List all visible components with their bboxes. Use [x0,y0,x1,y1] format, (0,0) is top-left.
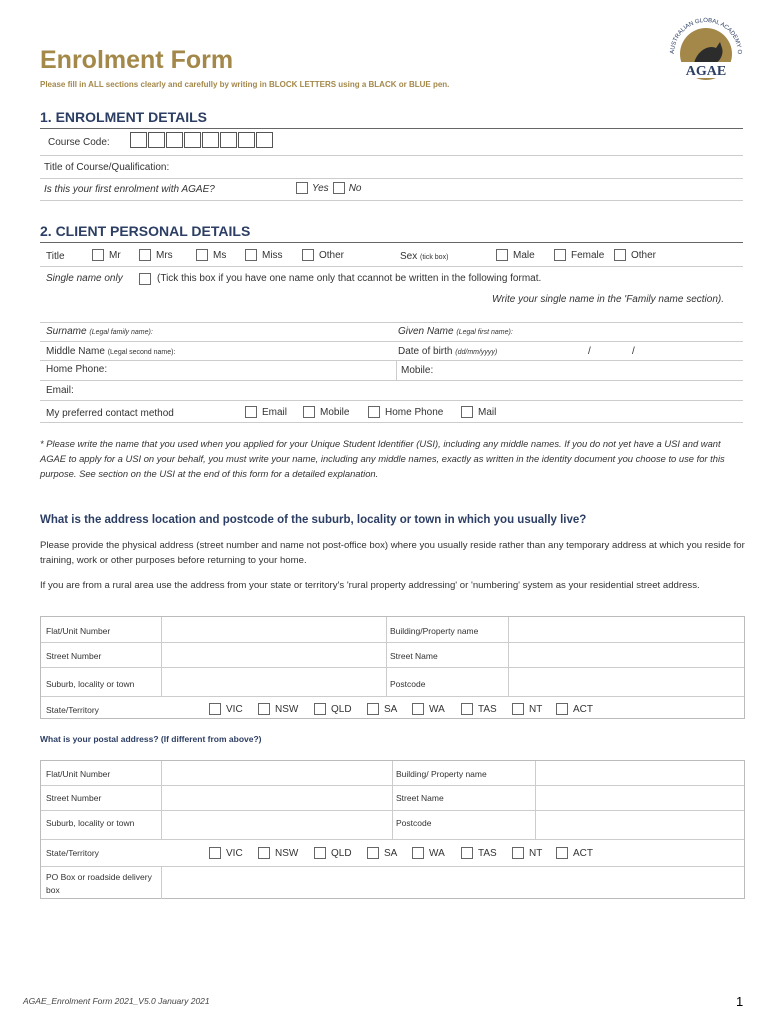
course-code-box[interactable] [238,132,255,148]
contact-method-label: My preferred contact method [46,408,174,419]
sex-hint: (tick box) [420,254,449,261]
logo-text: AGAE [685,64,727,79]
sex-male-checkbox[interactable] [496,249,508,261]
post-state-nt-label: NT [529,847,543,859]
course-code-box[interactable] [148,132,165,148]
res-suburb-label: Suburb, locality or town [46,679,135,689]
res-state-nsw-label: NSW [275,703,299,715]
post-state-sa-label: SA [384,847,398,859]
post-state-vic-label: VIC [226,847,243,859]
res-state-options [209,703,593,715]
course-code-boxes[interactable] [130,132,274,148]
res-state-wa-checkbox[interactable] [412,703,424,715]
given-name-label: Given Name [398,326,454,337]
contact-mobile-label: Mobile [320,406,350,418]
res-state-label: State/Territory [46,705,99,715]
post-postcode-label: Postcode [396,818,432,828]
single-name-checkbox[interactable] [139,273,151,285]
title-other-checkbox[interactable] [302,249,314,261]
res-state-sa-checkbox[interactable] [367,703,379,715]
course-title-label: Title of Course/Qualification: [44,162,170,173]
res-state-sa-label: SA [384,703,398,715]
surname-hint: (Legal family name): [89,329,153,336]
address-instructions-2: If you are from a rural area use the address from your state or territory's 'rural property addressing' or 'numbering' system as your residential street address. [40,580,700,591]
residential-address-table [40,616,745,719]
no-label: No [348,182,362,194]
given-name-label-group [398,326,513,337]
res-state-nt-label: NT [529,703,543,715]
surname-label: Surname [46,326,87,337]
res-state-wa-label: WA [429,703,445,715]
sex-other-checkbox[interactable] [614,249,626,261]
res-street-name-input[interactable] [509,643,743,666]
page-number: 1 [736,994,744,1009]
res-state-vic-label: VIC [226,703,243,715]
post-state-act-checkbox[interactable] [556,847,568,859]
usi-note: * Please write the name that you used when you applied for your Unique Student Identifier (USI), including any middle names. If you do not yet have a USI and want AGAE to apply for a USI on your behalf, you must write your name, including any middle names, exactly as written in the identity document you choose to use for this purpose. See section on the USI at the end of this form for a detailed explanation. [40,438,725,479]
res-flat-input[interactable] [162,618,385,641]
title-options [92,249,344,261]
post-state-nsw-checkbox[interactable] [258,847,270,859]
title-mrs-label: Mrs [156,249,173,261]
post-state-wa-checkbox[interactable] [412,847,424,859]
sex-options [496,249,656,261]
res-suburb-input[interactable] [162,668,385,695]
post-state-nt-checkbox[interactable] [512,847,524,859]
middle-name-hint: (Legal second name): [107,349,176,356]
title-miss-label: Miss [262,249,283,261]
single-name-text: (Tick this box if you have one name only that ccannot be written in the following format. [157,273,542,284]
no-checkbox[interactable] [333,182,345,194]
post-suburb-label: Suburb, locality or town [46,818,135,828]
sex-male-label: Male [513,249,535,261]
dob-label: Date of birth [398,346,453,357]
post-state-tas-checkbox[interactable] [461,847,473,859]
course-code-box[interactable] [166,132,183,148]
yes-label: Yes [312,182,329,194]
section1-rule [40,128,743,129]
post-suburb-input[interactable] [162,811,391,838]
post-state-tas-label: TAS [478,847,497,859]
sex-female-label: Female [571,249,605,261]
title-other-label: Other [319,249,345,261]
res-street-number-label: Street Number [46,651,102,661]
sex-female-checkbox[interactable] [554,249,566,261]
course-code-box[interactable] [256,132,273,148]
section1-heading: 1. ENROLMENT DETAILS [40,109,207,125]
post-street-number-input[interactable] [162,786,391,809]
post-state-nsw-label: NSW [275,847,299,859]
dob-separator-2: / [632,346,635,357]
surname-label-group [46,326,153,337]
title-ms-label: Ms [213,249,227,261]
single-name-label: Single name only [46,273,123,284]
post-state-qld-checkbox[interactable] [314,847,326,859]
res-state-act-label: ACT [573,703,593,715]
dob-label-group [398,346,497,357]
title-mr-label: Mr [109,249,121,261]
logo-ring-text: AUSTRALIAN GLOBAL ACADEMY O [669,17,743,55]
mobile-label: Mobile: [401,365,434,376]
contact-home-phone-label: Home Phone [385,406,444,418]
postal-address-table [40,760,745,899]
yes-checkbox[interactable] [296,182,308,194]
given-name-hint: (Legal first name): [456,329,513,336]
course-code-box[interactable] [202,132,219,148]
post-street-name-input[interactable] [536,786,743,809]
res-state-qld-checkbox[interactable] [314,703,326,715]
res-state-nsw-checkbox[interactable] [258,703,270,715]
res-state-tas-label: TAS [478,703,497,715]
agae-logo [664,14,748,94]
course-code-box[interactable] [220,132,237,148]
title-ms-checkbox[interactable] [196,249,208,261]
post-flat-input[interactable] [162,762,391,784]
post-state-wa-label: WA [429,847,445,859]
res-state-tas-checkbox[interactable] [461,703,473,715]
address-instructions-1: Please provide the physical address (street number and name not post-office box) where you usually reside rather than any temporary address at which you reside for training, work or other purposes before returning to your home. [40,540,745,566]
course-code-box[interactable] [184,132,201,148]
section2-heading: 2. CLIENT PERSONAL DETAILS [40,223,251,239]
title-mrs-checkbox[interactable] [139,249,151,261]
post-state-vic-checkbox[interactable] [209,847,221,859]
single-name-note: Write your single name in the 'Family name section). [492,294,724,305]
res-state-vic-checkbox[interactable] [209,703,221,715]
contact-home-phone-checkbox[interactable] [368,406,380,418]
contact-email-checkbox[interactable] [245,406,257,418]
address-heading: What is the address location and postcode of the suburb, locality or town in which you usually live? [40,514,587,526]
post-street-name-label: Street Name [396,793,444,803]
middle-name-label-group [46,346,175,357]
post-building-input[interactable] [536,762,743,784]
post-state-qld-label: QLD [331,847,352,859]
res-building-input[interactable] [509,618,743,641]
post-po-box-input[interactable] [162,867,743,898]
res-state-nt-checkbox[interactable] [512,703,524,715]
contact-email-label: Email [262,406,288,418]
contact-mobile-checkbox[interactable] [303,406,315,418]
post-state-label: State/Territory [46,848,99,858]
page-title: Enrolment Form [40,46,234,74]
home-phone-label: Home Phone: [46,364,108,375]
contact-mail-checkbox[interactable] [461,406,473,418]
middle-name-label: Middle Name [46,346,105,357]
page-subtitle: Please fill in ALL sections clearly and carefully by writing in BLOCK LETTERS using a BLACK or BLUE pen. [40,80,450,89]
post-building-label: Building/ Property name [396,769,487,779]
res-state-act-checkbox[interactable] [556,703,568,715]
first-enrolment-label: Is this your first enrolment with AGAE? [44,184,215,195]
section2-rule [40,242,743,243]
postal-heading: What is your postal address? (If different from above?) [40,734,262,744]
sex-other-label: Other [631,249,657,261]
res-flat-label: Flat/Unit Number [46,626,111,636]
res-state-qld-label: QLD [331,703,352,715]
contact-mail-label: Mail [478,406,497,418]
post-flat-label: Flat/Unit Number [46,769,111,779]
res-postcode-label: Postcode [390,679,426,689]
contact-method-options [245,406,496,418]
dob-hint: (dd/mm/yyyy) [455,349,498,356]
footer-doc-id: AGAE_Enrolment Form 2021_V5.0 January 2021 [23,996,210,1006]
post-postcode-input[interactable] [536,811,743,838]
title-mr-checkbox[interactable] [92,249,104,261]
course-code-box[interactable] [130,132,147,148]
title-label: Title [46,251,65,262]
sex-label: Sex [400,251,418,262]
post-state-options [209,847,593,859]
res-street-number-input[interactable] [162,643,385,666]
sex-label-group [400,251,448,262]
post-state-sa-checkbox[interactable] [367,847,379,859]
res-building-label: Building/Property name [390,626,479,636]
res-street-name-label: Street Name [390,651,438,661]
email-label: Email: [46,385,74,396]
first-enrolment-options [296,182,361,194]
res-postcode-input[interactable] [509,668,743,695]
post-street-number-label: Street Number [46,793,102,803]
dob-separator-1: / [588,346,591,357]
post-po-box-label: PO Box or roadside delivery box [46,872,152,895]
course-code-label: Course Code: [48,137,110,148]
title-miss-checkbox[interactable] [245,249,257,261]
post-state-act-label: ACT [573,847,593,859]
